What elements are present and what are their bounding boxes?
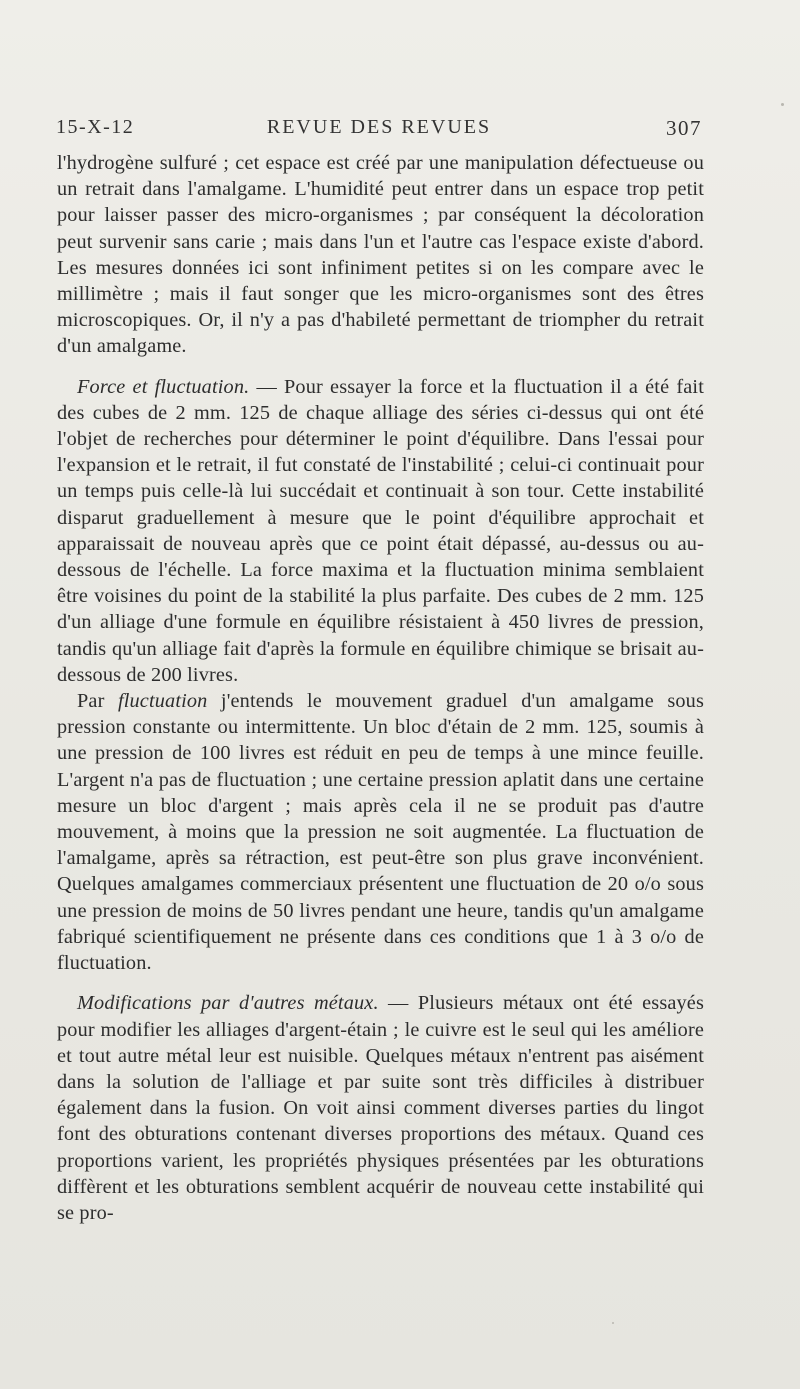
paragraph-text: — Plusieurs métaux ont été essayés pour modifier les alliages d'argent-étain ; le cuivre est le seul qui les améliore et tout autre métal leur est nuisible. Quelques métaux n'entrent pas aisément dans la solution de l'alliage et par suite sont très difficiles à distribuer également dans la fusion. On voit ainsi comment diverses parties du lingot font des obturations contenant diverses proportions des métaux. Quand ces proportions varient, les propriétés physiques présentées par les obturations diffèrent et les obturations semblent acquérir de nouveau cette instabilité qui se pro-	[57, 992, 705, 1224]
header-title: REVUE DES REVUES	[266, 116, 492, 138]
paragraph-continuation	[57, 150, 704, 360]
header-date: 15-X-12	[56, 116, 135, 138]
paragraph-lead: Par	[77, 690, 118, 713]
page-number: 307	[666, 116, 702, 140]
section-heading: Force et fluctuation.	[77, 375, 250, 398]
paper-speck	[781, 103, 784, 106]
paragraph-force-fluctuation	[57, 374, 704, 688]
paragraph-modifications	[57, 990, 704, 1226]
section-heading: Modifications par d'autres métaux.	[77, 992, 379, 1015]
italic-term: fluctuation	[117, 690, 208, 713]
paragraph-text: j'entends le mouvement graduel d'un amalgame sous pression constante ou intermittente. Un bloc d'étain de 2 mm. 125, soumis à une pression de 100 livres est réduit en peu de temps à une mince feuille. L'argent n'a pas de fluctuation ; une certaine pression aplatit dans une certaine mesure un bloc d'argent ; mais après cela il ne se produit pas d'autre mouvement, à moins que la pression ne soit augmentée. La fluctuation de l'amalgame, après sa rétraction, est peut-être son plus grave inconvénient. Quelques amalgames commerciaux présentent une fluctuation de 20 o/o sous une pression de moins de 50 livres pendant une heure, tandis qu'un amalgame fabriqué scientifiquement ne présente dans ces conditions que 1 à 3 o/o de fluctuation.	[57, 690, 704, 975]
paper-speck	[612, 1322, 614, 1324]
running-header	[56, 116, 702, 146]
paragraph-fluctuation-definition	[57, 688, 704, 976]
paragraph-text: l'hydrogène sulfuré ; cet espace est créé par une manipulation défectueuse ou un retrait dans l'amalgame. L'humidité peut entrer dans un espace trop petit pour laisser passer des micro-organismes ; par conséquent la décoloration peut survenir sans carie ; mais dans l'un et l'autre cas l'espace existe d'abord. Les mesures données ici sont infiniment petites si on les compare avec le millimètre ; mais il faut songer que les micro-organismes sont des êtres microscopiques. Or, il n'y a pas d'habileté permettant de triompher du retrait d'un amalgame.	[57, 152, 704, 358]
article-body	[57, 150, 704, 1226]
paragraph-text: — Pour essayer la force et la fluctuation il a été fait des cubes de 2 mm. 125 de chaque alliage des séries ci-dessus qui ont été l'objet de recherches pour déterminer le point d'équilibre. Dans l'essai pour l'expansion et le retrait, il fut constaté de l'instabilité ; celui-ci continuait pour un temps puis celle-là lui succédait et continuait à son tour. Cette instabilité disparut graduellement à mesure que le point d'équilibre approchait et apparaissait de nouveau après que ce point était dépassé, au-dessus ou au-dessous de l'échelle. La force maxima et la fluctuation minima semblaient être voisines du point de la stabilité la plus parfaite. Des cubes de 2 mm. 125 d'un alliage d'une formule en équilibre résistaient à 450 livres de pression, tandis qu'un alliage fait d'après la formule en équilibre chimique se brisait au-dessous de 200 livres.	[57, 375, 704, 686]
